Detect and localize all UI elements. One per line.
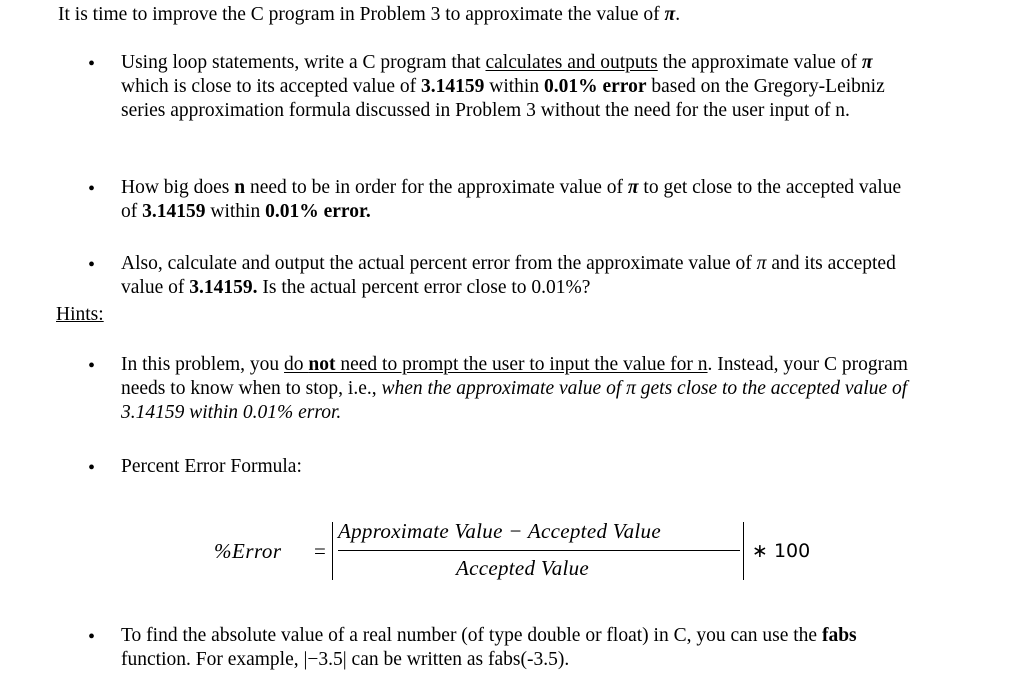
formula-denominator: Accepted Value bbox=[456, 556, 590, 580]
intro-end: . bbox=[675, 4, 681, 25]
abs-bar-left bbox=[332, 522, 333, 580]
abs-bar-right bbox=[743, 522, 744, 580]
fabs-keyword: fabs bbox=[821, 625, 857, 646]
formula-multiplier: ∗ 100 bbox=[752, 540, 811, 562]
intro-text: It is time to improve the C program in Problem 3 to approximate the value of bbox=[58, 4, 665, 25]
pi-symbol: π bbox=[861, 52, 873, 73]
task-bullet-2: How big does n need to be in order for the approximate value of π to get close to the accepted value of 3.14159 within 0.01% error. bbox=[121, 177, 902, 222]
hints-heading: Hints: bbox=[56, 304, 104, 325]
bullet-marker: • bbox=[88, 178, 96, 200]
bullet-marker: • bbox=[88, 355, 96, 377]
accepted-value: 3.14159 bbox=[142, 201, 206, 222]
underlined-phrase: calculates and outputs bbox=[485, 52, 658, 73]
accepted-value: 3.14159 bbox=[420, 76, 485, 97]
pi-symbol: π bbox=[627, 177, 639, 198]
percent-error-formula bbox=[214, 514, 834, 594]
pi-symbol: π bbox=[664, 4, 676, 25]
hint-bullet-3: To find the absolute value of a real number (of type double or float) in C, you can use the fabs function. For example, |−3.5| can be written as fabs(-3.5). bbox=[121, 625, 857, 670]
intro-paragraph bbox=[58, 3, 680, 27]
formula-numerator: Approximate Value − Accepted Value bbox=[338, 519, 661, 543]
accepted-value: 3.14159. bbox=[189, 277, 258, 298]
formula-equals: = bbox=[314, 539, 326, 563]
fraction-bar bbox=[338, 550, 740, 551]
stop-condition: when the approximate value of π gets close to the accepted value of 3.14159 within 0.01% error. bbox=[121, 378, 908, 423]
emphasis-not: not bbox=[308, 354, 336, 375]
n-variable: n bbox=[234, 177, 246, 198]
task-bullet-3: Also, calculate and output the actual percent error from the approximate value of π and its accepted value of 3.14159. Is the actual percent error close to 0.01%? bbox=[121, 253, 896, 298]
bullet-marker: • bbox=[88, 626, 96, 648]
task-bullet-1: Using loop statements, write a C program that calculates and outputs the approximate value of π which is close to its accepted value of 3.14159 within 0.01% error based on the Gregory-Leibniz series approximation formula discussed in Problem 3 without the need for the user input of n. bbox=[121, 52, 885, 121]
hint-bullet-1: In this problem, you do not need to prompt the user to input the value for n. Instead, your C program needs to know when to stop, i.e., when the approximate value of π gets close to the accepted value of 3.14159 within 0.01% error. bbox=[121, 354, 908, 423]
hint-bullet-2: Percent Error Formula: bbox=[121, 456, 302, 477]
pi-symbol: π bbox=[756, 253, 767, 274]
bullet-marker: • bbox=[88, 457, 96, 479]
bullet-marker: • bbox=[88, 254, 96, 276]
error-threshold: 0.01% error bbox=[543, 76, 647, 97]
error-threshold: 0.01% error. bbox=[265, 201, 371, 222]
bullet-marker: • bbox=[88, 53, 96, 75]
formula-lhs: %Error bbox=[214, 539, 282, 563]
